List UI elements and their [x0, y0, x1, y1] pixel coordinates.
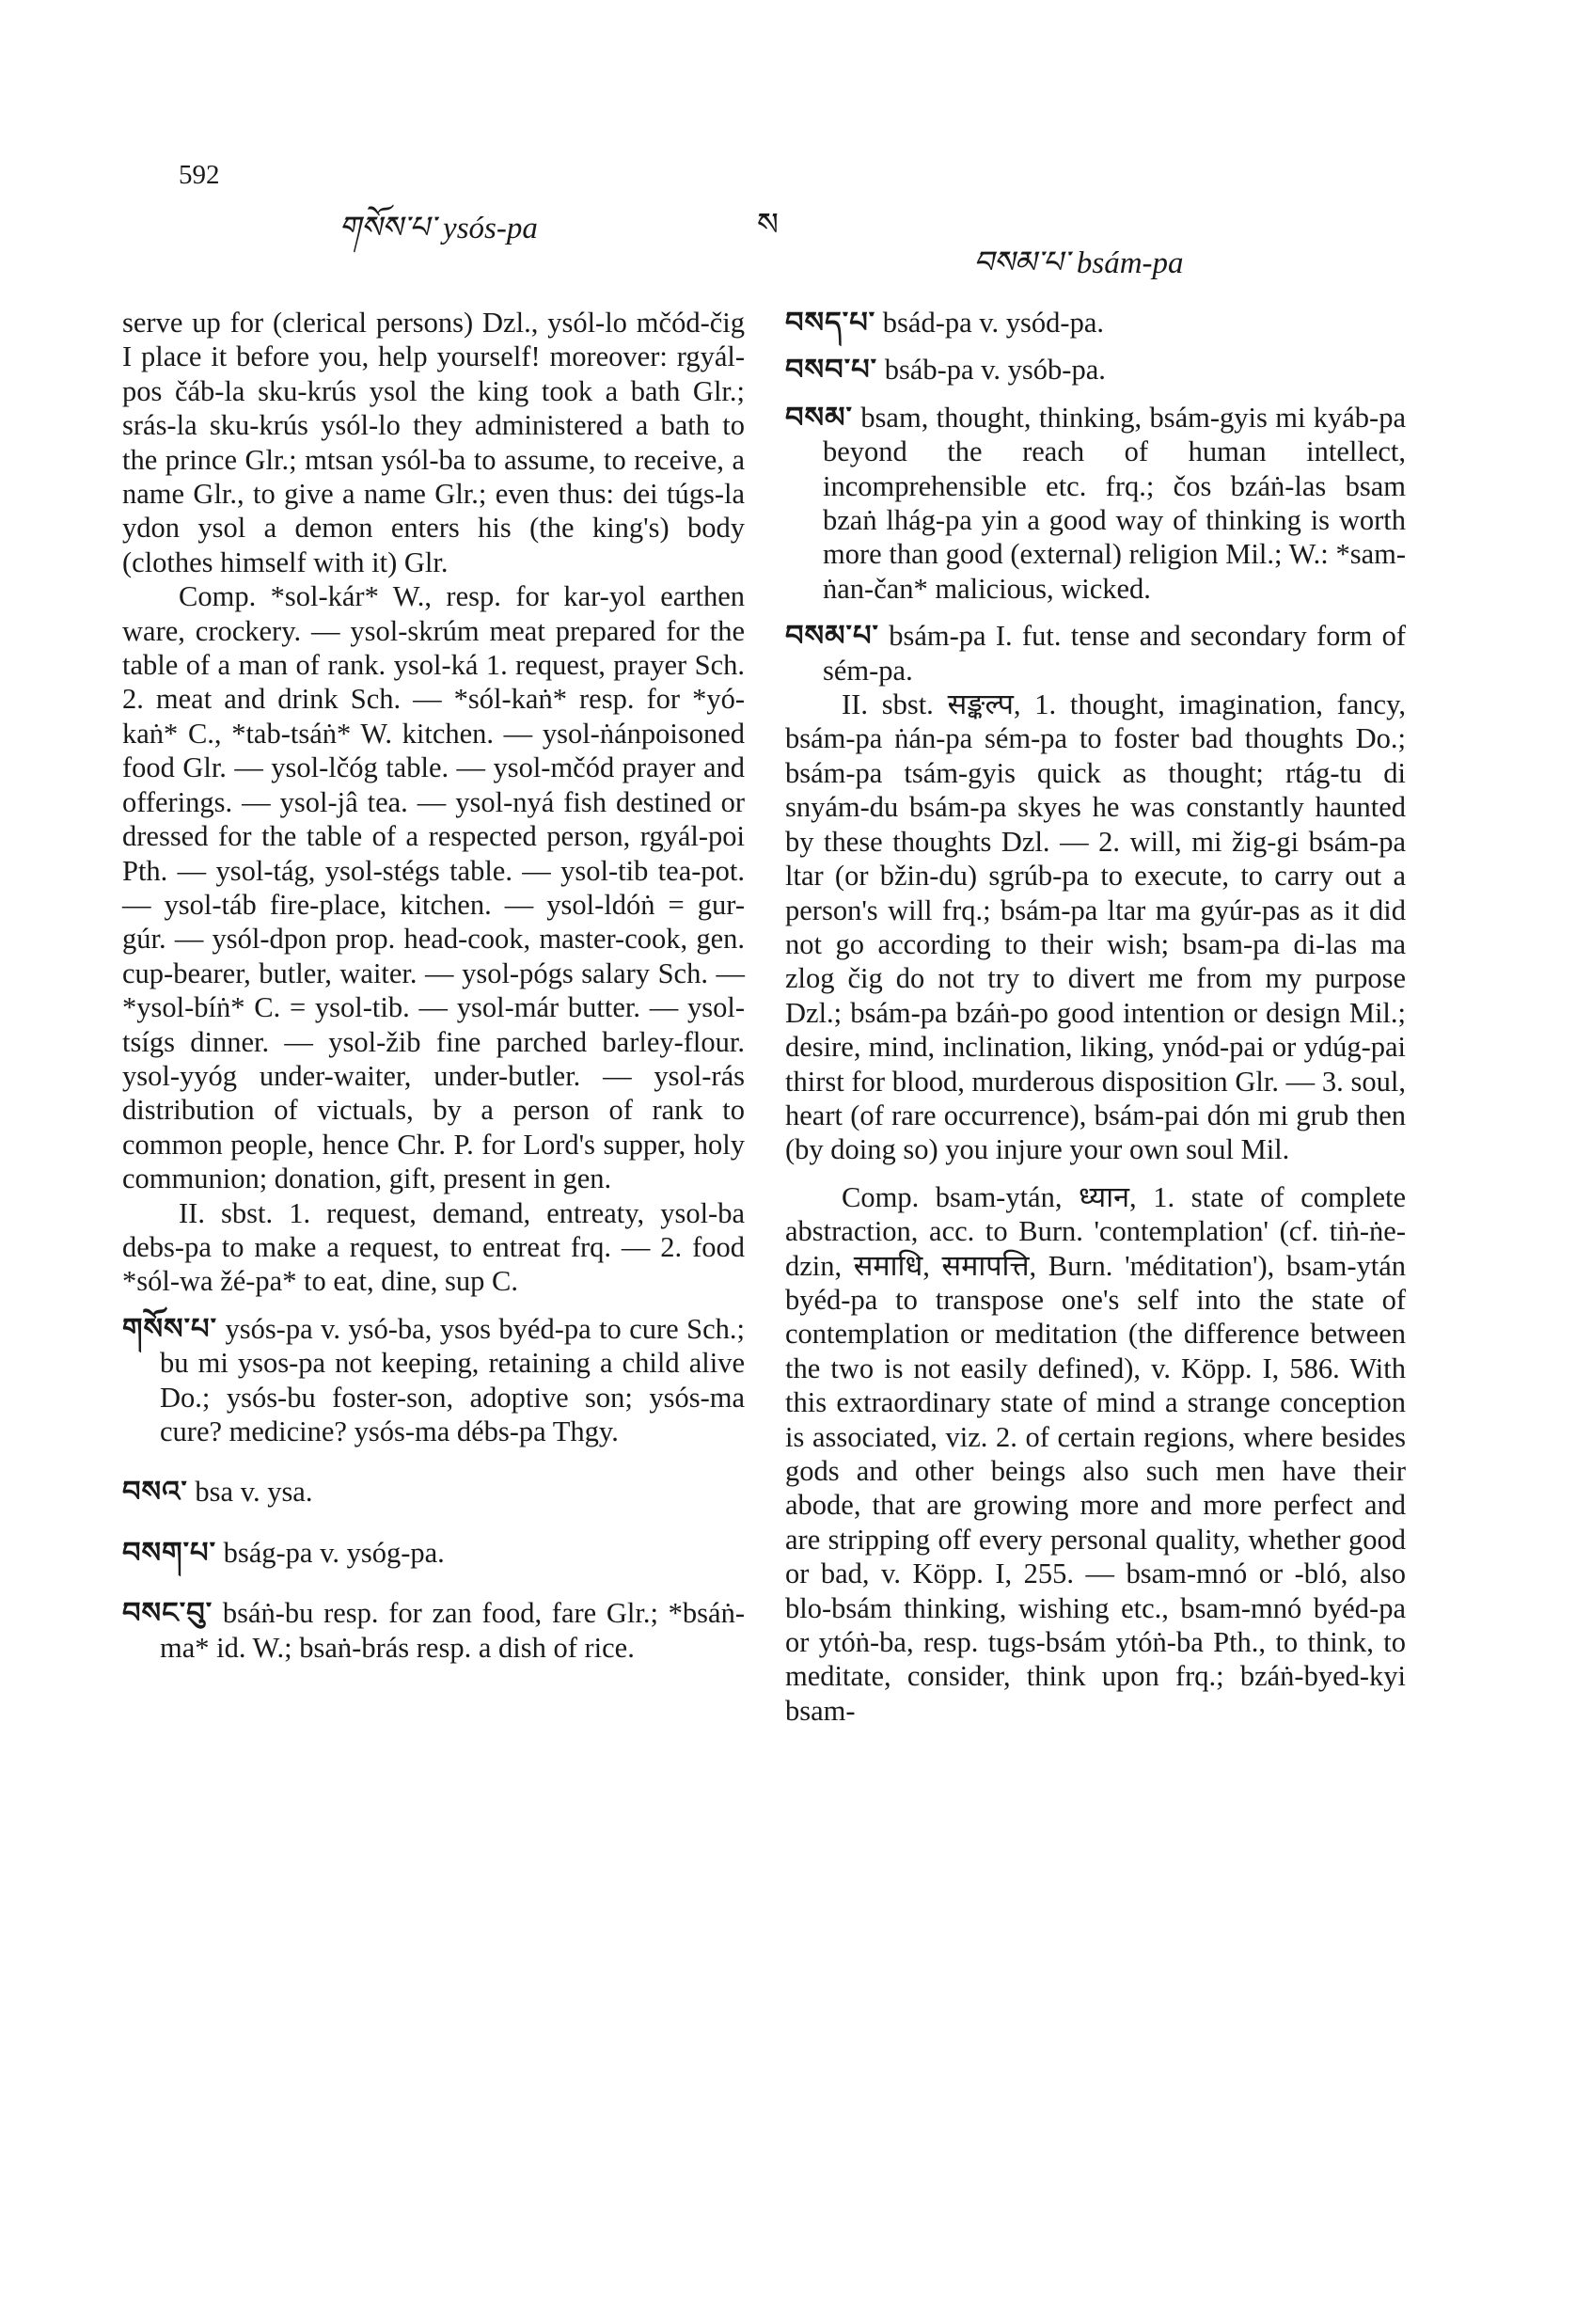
entry-bsam-pa	[785, 619, 1406, 688]
entry-bsam	[785, 401, 1406, 606]
entry-substantive: II. sbst. 1. request, demand, entreaty, ysol-ba debs-pa to make a request, to entreat frq. — 2. food *sól-wa žé-pa* to eat, dine, sup C.	[122, 1196, 745, 1298]
headword-tibetan: བསམ་	[785, 401, 853, 434]
entry-text: bság-pa v. ysóg-pa.	[215, 1536, 445, 1569]
entry-text: ysós-pa v. ysó-ba, ysos byéd-pa to cure Sch.; bu mi ysos-pa not keeping, retaining a child alive Do.; ysós-bu foster-son, adoptive son; ysós-ma cure? medicine? ysós-ma débs-pa Thgy.	[160, 1312, 745, 1447]
running-head-letter: ས	[757, 208, 779, 243]
entry-bsan-bu	[122, 1596, 745, 1665]
entry-bsa	[122, 1475, 745, 1509]
entry-text: bsáṅ-bu resp. for zan food, fare Glr.; *bsáṅ-ma* id. W.; bsaṅ-brás resp. a dish of rice.	[160, 1597, 745, 1664]
running-head-right: བསམ་པ་ bsám-pa	[973, 246, 1184, 280]
entry-bsab-pa	[785, 353, 1406, 387]
entry-text: bsáb-pa v. ysób-pa.	[877, 354, 1106, 387]
entry-text: bsád-pa v. ysód-pa.	[875, 307, 1104, 339]
entry-bsad-pa	[785, 306, 1406, 340]
headword-tibetan: བསག་པ་	[122, 1536, 216, 1569]
entry-text: bsa v. ysa.	[187, 1476, 313, 1509]
page-number: 592	[179, 160, 220, 190]
headword-tibetan: བསང་བུ་	[122, 1597, 213, 1630]
right-column	[785, 306, 1406, 1728]
entry-compounds: Comp. *sol-kár* W., resp. for kar-yol earthen ware, crockery. — ysol-skrúm meat prepared for the table of a man of rank. ysol-ká 1. request, prayer Sch. 2. meat and drink Sch. — *sól-kaṅ* resp. for *yó-kaṅ* C., *tab-tsáṅ* W. kitchen. — ysol-ṅánpoisoned food Glr. — ysol-lčóg table. — ysol-mčód prayer and offerings. — ysol-jâ tea. — ysol-nyá fish destined or dressed for the table of a respected person, rgyál-poi Pth. — ysol-tág, ysol-stégs table. — ysol-tib tea-pot. — ysol-táb fire-place, kitchen. — ysol-ldóṅ = gur-gúr. — ysól-dpon prop. head-cook, master-cook, gen. cup-bearer, butler, waiter. — ysol-pógs salary Sch. — *ysol-bíṅ* C. = ysol-tib. — ysol-már butter. — ysol-tsígs dinner. — ysol-žib fine parched barley-flour. ysol-yyóg under-waiter, under-butler. — ysol-rás distribution of victuals, by a person of rank to common people, hence Chr. P. for Lord's supper, holy communion; donation, gift, present in gen.	[122, 580, 745, 1195]
entry-text: bsám-pa I. fut. tense and secondary form of sém-pa.	[823, 620, 1406, 687]
entry-ysos-pa	[122, 1312, 745, 1449]
headword-tibetan: གསོས་པ་	[122, 1312, 218, 1345]
entry-bsam-pa-substantive: II. sbst. सङ्कल्प, 1. thought, imagination, fancy, bsám-pa ṅán-pa sém-pa to foster bad thoughts Do.; bsám-pa tsám-gyis quick as thought; rtág-tu di snyám-du bsám-pa skyes he was constantly haunted by these thoughts Dzl. — 2. will, mi žig-gi bsám-pa ltar (or bžin-du) sgrúb-pa to execute, to carry out a person's will frq.; bsám-pa ltar ma gyúr-pas as it did not go according to their wish; bsam-pa di-las ma zlog čig do not try to divert me from my purpose Dzl.; bsám-pa bzáṅ-po good intention or design Mil.; desire, mind, inclination, liking, ynód-pai or ydúg-pai thirst for blood, murderous disposition Glr. — 3. soul, heart (of rare occurrence), bsám-pai dón mi grub then (by doing so) you injure your own soul Mil.	[785, 688, 1406, 1166]
headword-tibetan: བསབ་པ་	[785, 354, 878, 387]
entry-bsam-pa-compounds: Comp. bsam-ytán, ध्यान, 1. state of complete abstraction, acc. to Burn. 'contemplation' (cf. tiṅ-ṅe-dzin, समाधि, समापत्ति, Burn. 'méditation'), bsam-ytán byéd-pa to transpose one's self into the state of contemplation or meditation (the difference between the two is not easily defined), v. Köpp. I, 586. With this extraordinary state of mind a strange conception is associated, viz. 2. of certain regions, where besides gods and other beings also such men have their abode, that are growing more and more perfect and are stripping off every personal quality, whether good or bad, v. Köpp. I, 255. — bsam-mnó or -bló, also blo-bsám thinking, wishing etc., bsam-mnó byéd-pa or ytóṅ-ba, resp. tugs-bsám ytóṅ-ba Pth., to think, to meditate, consider, think upon frq.; bzáṅ-byed-kyi bsam-	[785, 1180, 1406, 1727]
entry-text: bsam, thought, thinking, bsám-gyis mi kyáb-pa beyond the reach of human intellect, incomprehensible etc. frq.; čos bzáṅ-las bsam bzaṅ lhág-pa yin a good way of thinking is worth more than good (external) religion Mil.; W.: *sam-ṅan-čan* malicious, wicked.	[823, 401, 1406, 605]
entry-continuation: serve up for (clerical persons) Dzl., ysól-lo mčód-čig I place it before you, help yourself! moreover: rgyál-pos čáb-la sku-krús ysol the king took a bath Glr.; srás-la sku-krús ysól-lo they administered a bath to the prince Glr.; mtsan ysól-ba to assume, to receive, a name Glr., to give a name Glr.; even thus: dei túgs-la ydon ysol a demon enters his (the king's) body (clothes himself with it) Glr.	[122, 307, 745, 578]
running-head-left: གསོས་པ་ ysós-pa	[339, 212, 538, 245]
headword-tibetan: བསའ་	[122, 1476, 188, 1509]
left-column	[122, 306, 745, 1665]
headword-tibetan: བསད་པ་	[785, 307, 876, 339]
headword-tibetan: བསམ་པ་	[785, 620, 879, 653]
entry-bsag-pa	[122, 1536, 745, 1570]
